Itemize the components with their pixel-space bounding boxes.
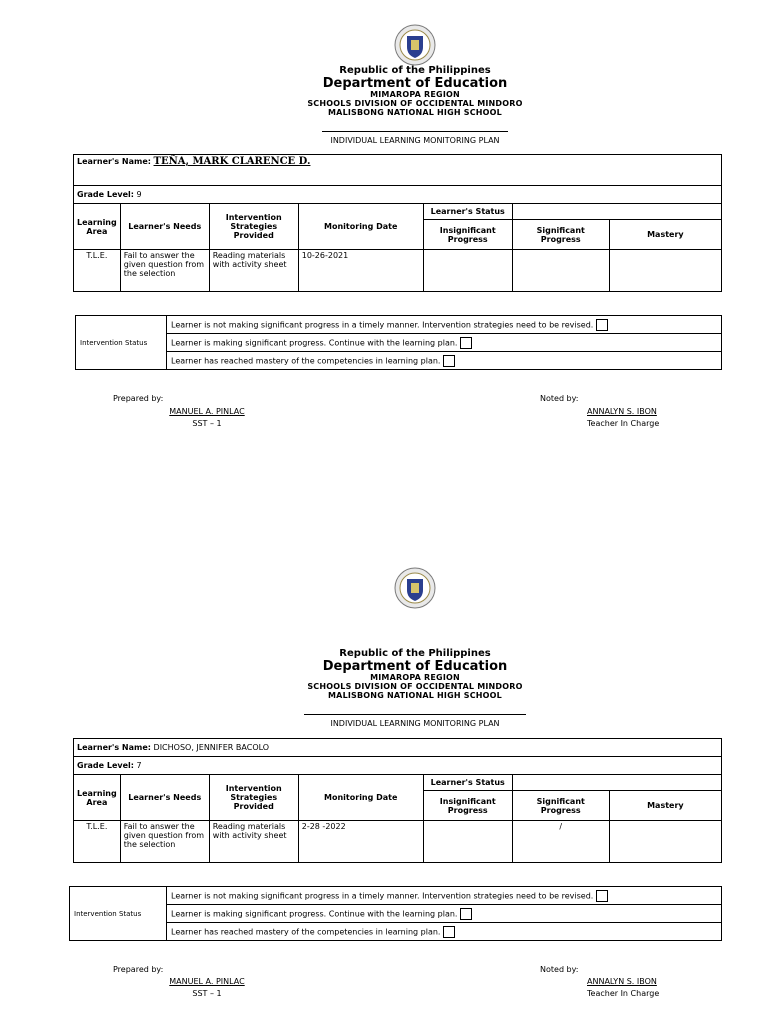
prepared-by-label: Prepared by: bbox=[113, 394, 164, 403]
cell-date: 10-26-2021 bbox=[298, 250, 423, 292]
status-option-mastery-text: Learner has reached mastery of the competencies in learning plan. bbox=[171, 927, 441, 936]
intervention-status-label: Intervention Status bbox=[76, 316, 167, 370]
cell-mastery bbox=[609, 821, 721, 863]
status-header-blank bbox=[512, 775, 721, 791]
plan-title: INDIVIDUAL LEARNING MONITORING PLAN bbox=[330, 136, 500, 145]
table-row bbox=[74, 821, 722, 863]
col-monitoring-date: Monitoring Date bbox=[298, 204, 423, 250]
cell-area: T.L.E. bbox=[74, 821, 121, 863]
col-learning-area: Learning Area bbox=[74, 204, 121, 250]
status-option-continue bbox=[167, 905, 722, 923]
status-option-continue-text: Learner is making significant progress. Continue with the learning plan. bbox=[171, 909, 458, 918]
status-option-revise-text: Learner is not making significant progress in a timely manner. Intervention strategies need to be revised. bbox=[171, 320, 594, 329]
prepared-by-label: Prepared by: bbox=[113, 965, 164, 974]
table-row bbox=[74, 250, 722, 292]
col-insignificant: Insignificant Progress bbox=[423, 791, 512, 821]
prepared-by-title: SST – 1 bbox=[192, 419, 222, 428]
department-text: Department of Education bbox=[322, 76, 508, 91]
learner-name-row bbox=[74, 155, 722, 186]
col-learners-needs: Learner's Needs bbox=[120, 775, 209, 821]
col-intervention: Intervention Strategies Provided bbox=[209, 775, 298, 821]
status-option-mastery bbox=[167, 923, 722, 941]
status-header-blank bbox=[512, 204, 721, 220]
col-learners-status: Learner's Status bbox=[423, 204, 512, 220]
prepared-by-block bbox=[167, 976, 247, 1000]
col-mastery: Mastery bbox=[609, 791, 721, 821]
learner-name-value: DICHOSO, JENNIFER BACOLO bbox=[153, 743, 270, 752]
status-option-mastery bbox=[167, 352, 722, 370]
learner-name-row bbox=[74, 739, 722, 757]
status-checkbox-continue[interactable] bbox=[460, 337, 472, 349]
status-checkbox-mastery[interactable] bbox=[443, 355, 455, 367]
letterhead bbox=[0, 649, 768, 700]
plan-title: INDIVIDUAL LEARNING MONITORING PLAN bbox=[330, 719, 500, 728]
department-text: Department of Education bbox=[322, 659, 508, 674]
republic-text: Republic of the Philippines bbox=[339, 648, 491, 659]
header-divider bbox=[304, 714, 526, 715]
grade-level-value: 9 bbox=[136, 190, 142, 199]
status-option-continue-text: Learner is making significant progress. Continue with the learning plan. bbox=[171, 338, 458, 347]
cell-insignificant bbox=[423, 250, 512, 292]
status-checkbox-mastery[interactable] bbox=[443, 926, 455, 938]
division-text: SCHOOLS DIVISION OF OCCIDENTAL MINDORO bbox=[307, 682, 523, 691]
intervention-status-table bbox=[75, 315, 722, 370]
status-checkbox-revise[interactable] bbox=[596, 319, 608, 331]
col-mastery: Mastery bbox=[609, 220, 721, 250]
noted-by-title: Teacher In Charge bbox=[587, 989, 660, 998]
grade-level-label: Grade Level: bbox=[77, 761, 134, 770]
cell-strategy: Reading materials with activity sheet bbox=[209, 821, 298, 863]
learner-name-value: TEÑA, MARK CLARENCE D. bbox=[153, 156, 311, 167]
status-option-mastery-text: Learner has reached mastery of the competencies in learning plan. bbox=[171, 356, 441, 365]
status-option-revise bbox=[167, 316, 722, 334]
noted-by-label: Noted by: bbox=[540, 394, 579, 403]
prepared-by-block bbox=[167, 406, 247, 430]
prepared-by-name: MANUEL A. PINLAC bbox=[169, 977, 245, 986]
learner-table bbox=[73, 738, 722, 863]
region-text: MIMAROPA REGION bbox=[370, 673, 460, 682]
status-option-continue bbox=[167, 334, 722, 352]
division-text: SCHOOLS DIVISION OF OCCIDENTAL MINDORO bbox=[307, 99, 523, 108]
deped-seal-icon bbox=[394, 567, 436, 609]
grade-level-value: 7 bbox=[136, 761, 142, 770]
col-learners-needs: Learner's Needs bbox=[120, 204, 209, 250]
cell-strategy: Reading materials with activity sheet bbox=[209, 250, 298, 292]
prepared-by-title: SST – 1 bbox=[192, 989, 222, 998]
learner-name-label: Learner's Name: bbox=[77, 157, 151, 166]
noted-by-title: Teacher In Charge bbox=[587, 419, 660, 428]
cell-date: 2-28 -2022 bbox=[298, 821, 423, 863]
noted-by-block bbox=[587, 406, 659, 430]
republic-text: Republic of the Philippines bbox=[339, 65, 491, 76]
cell-needs: Fail to answer the given question from the selection bbox=[120, 821, 209, 863]
col-learning-area: Learning Area bbox=[74, 775, 121, 821]
header-divider bbox=[322, 131, 508, 132]
col-learners-status: Learner's Status bbox=[423, 775, 512, 791]
school-text: MALISBONG NATIONAL HIGH SCHOOL bbox=[328, 108, 502, 117]
cell-needs: Fail to answer the given question from the selection bbox=[120, 250, 209, 292]
col-intervention: Intervention Strategies Provided bbox=[209, 204, 298, 250]
letterhead bbox=[0, 66, 768, 117]
cell-insignificant bbox=[423, 821, 512, 863]
grade-level-row bbox=[74, 757, 722, 775]
col-monitoring-date: Monitoring Date bbox=[298, 775, 423, 821]
school-text: MALISBONG NATIONAL HIGH SCHOOL bbox=[328, 691, 502, 700]
cell-significant bbox=[512, 250, 609, 292]
col-significant: Significant Progress bbox=[512, 220, 609, 250]
deped-seal-icon bbox=[394, 24, 436, 66]
grade-level-label: Grade Level: bbox=[77, 190, 134, 199]
col-significant: Significant Progress bbox=[512, 791, 609, 821]
noted-by-block bbox=[587, 976, 659, 1000]
status-checkbox-revise[interactable] bbox=[596, 890, 608, 902]
col-insignificant: Insignificant Progress bbox=[423, 220, 512, 250]
learner-table bbox=[73, 154, 722, 292]
noted-by-name: ANNALYN S. IBON bbox=[587, 977, 657, 986]
region-text: MIMAROPA REGION bbox=[370, 90, 460, 99]
status-checkbox-continue[interactable] bbox=[460, 908, 472, 920]
grade-level-row bbox=[74, 186, 722, 204]
intervention-status-table bbox=[69, 886, 722, 941]
status-option-revise bbox=[167, 887, 722, 905]
noted-by-name: ANNALYN S. IBON bbox=[587, 407, 657, 416]
intervention-status-label: Intervention Status bbox=[70, 887, 167, 941]
prepared-by-name: MANUEL A. PINLAC bbox=[169, 407, 245, 416]
cell-area: T.L.E. bbox=[74, 250, 121, 292]
cell-significant: / bbox=[512, 821, 609, 863]
noted-by-label: Noted by: bbox=[540, 965, 579, 974]
status-option-revise-text: Learner is not making significant progress in a timely manner. Intervention strategies need to be revised. bbox=[171, 891, 594, 900]
learner-name-label: Learner's Name: bbox=[77, 743, 151, 752]
cell-mastery bbox=[609, 250, 721, 292]
